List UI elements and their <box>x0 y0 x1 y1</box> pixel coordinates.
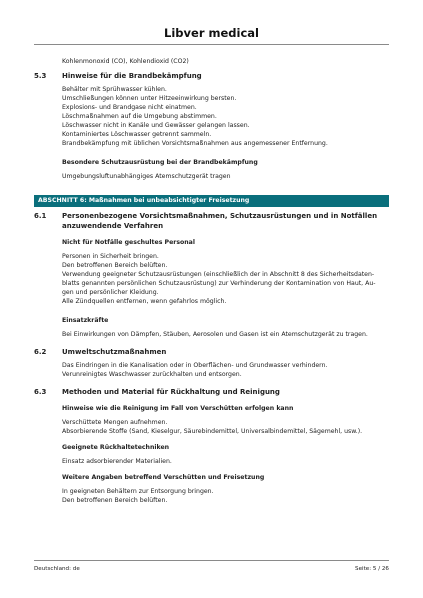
s63-line-2: Absorbierende Stoffe (Sand, Kieselgur, Säurebindemittel, Universalbindemittel, Sägemehl, usw.). <box>62 428 363 435</box>
section-6-2-number: 6.2 <box>34 348 47 356</box>
page-header-title: Libver medical <box>164 26 259 40</box>
section-6-1-title-line-1: Personenbezogene Vorsichtsmaßnahmen, Schutzausrüstungen und in Notfällen <box>62 212 378 220</box>
section-6-1-title-line-2: anzuwendende Verfahren <box>62 222 164 230</box>
s61-line-6: Alle Zündquellen entfernen, wenn gefahrlos möglich. <box>62 298 227 305</box>
section-6-2-title: Umweltschutzmaßnahmen <box>62 348 167 356</box>
s63-line-5: Den betroffenen Bereich belüften. <box>62 497 168 504</box>
s53-line-7: Brandbekämpfung mit üblichen Vorsichtsmaßnahmen aus angemessener Entfernung. <box>62 140 328 147</box>
s61-line-4: blatts genannten persönlichen Schutzausrüstung) zur Verhinderung der Kontamination von Haut, Au- <box>62 280 376 287</box>
s53-line-6: Kontaminiertes Löschwasser getrennt sammeln. <box>62 131 212 138</box>
s62-line-1: Das Eindringen in die Kanalisation oder in Oberflächen- und Grundwasser verhindern. <box>62 362 328 369</box>
s63-subheading-2: Geeignete Rückhaltetechniken <box>62 444 170 451</box>
s63-subheading-1: Hinweise wie die Reinigung im Fall von Verschütten erfolgen kann <box>62 405 294 412</box>
section-6-heading-band: ABSCHNITT 6: Maßnahmen bei unbeabsichtigter Freisetzung <box>34 195 389 207</box>
header-divider <box>34 44 389 45</box>
footer-page-number: Seite: 5 / 26 <box>355 566 389 572</box>
s63-line-3: Einsatz adsorbierender Materialien. <box>62 458 172 465</box>
s63-line-4: In geeigneten Behältern zur Entsorgung bringen. <box>62 488 214 495</box>
section-6-3-number: 6.3 <box>34 388 47 396</box>
s63-subheading-3: Weitere Angaben betreffend Verschütten und Freisetzung <box>62 474 265 481</box>
s53-line-4: Löschmaßnahmen auf die Umgebung abstimmen. <box>62 113 217 120</box>
s63-line-1: Verschüttete Mengen aufnehmen. <box>62 419 168 426</box>
s62-line-2: Verunreinigtes Waschwasser zurückhalten und entsorgen. <box>62 371 242 378</box>
s53-sub-line: Umgebungsluftunabhängiges Atemschutzgerät tragen <box>62 173 231 180</box>
s61-line-5: gen und persönlicher Kleidung. <box>62 289 159 296</box>
section-6-1-number: 6.1 <box>34 212 47 220</box>
s61-subheading-1: Nicht für Notfälle geschultes Personal <box>62 239 195 246</box>
s61-line-7: Bei Einwirkungen von Dämpfen, Stäuben, Aerosolen und Gasen ist ein Atemschutzgerät zu tragen. <box>62 331 368 338</box>
s53-subheading: Besondere Schutzausrüstung bei der Brandbekämpfung <box>62 159 258 166</box>
footer-country: Deutschland: de <box>34 566 80 572</box>
s61-subheading-2: Einsatzkräfte <box>62 317 109 324</box>
s52-tail-line: Kohlenmonoxid (CO), Kohlendioxid (CO2) <box>62 58 189 65</box>
footer-divider <box>34 560 389 561</box>
section-5-3-title: Hinweise für die Brandbekämpfung <box>62 72 202 80</box>
section-5-3-number: 5.3 <box>34 72 47 80</box>
section-6-3-title: Methoden und Material für Rückhaltung und Reinigung <box>62 388 280 396</box>
s53-line-2: Umschließungen können unter Hitzeeinwirkung bersten. <box>62 95 237 102</box>
s53-line-3: Explosions- und Brandgase nicht einatmen. <box>62 104 197 111</box>
s53-line-1: Behälter mit Sprühwasser kühlen. <box>62 86 167 93</box>
s61-line-1: Personen in Sicherheit bringen. <box>62 253 159 260</box>
s53-line-5: Löschwasser nicht in Kanäle und Gewässer gelangen lassen. <box>62 122 250 129</box>
s61-line-2: Den betroffenen Bereich belüften. <box>62 262 168 269</box>
s61-line-3: Verwendung geeigneter Schutzausrüstungen (einschließlich der in Abschnitt 8 des Sicherheitsdaten- <box>62 271 375 278</box>
